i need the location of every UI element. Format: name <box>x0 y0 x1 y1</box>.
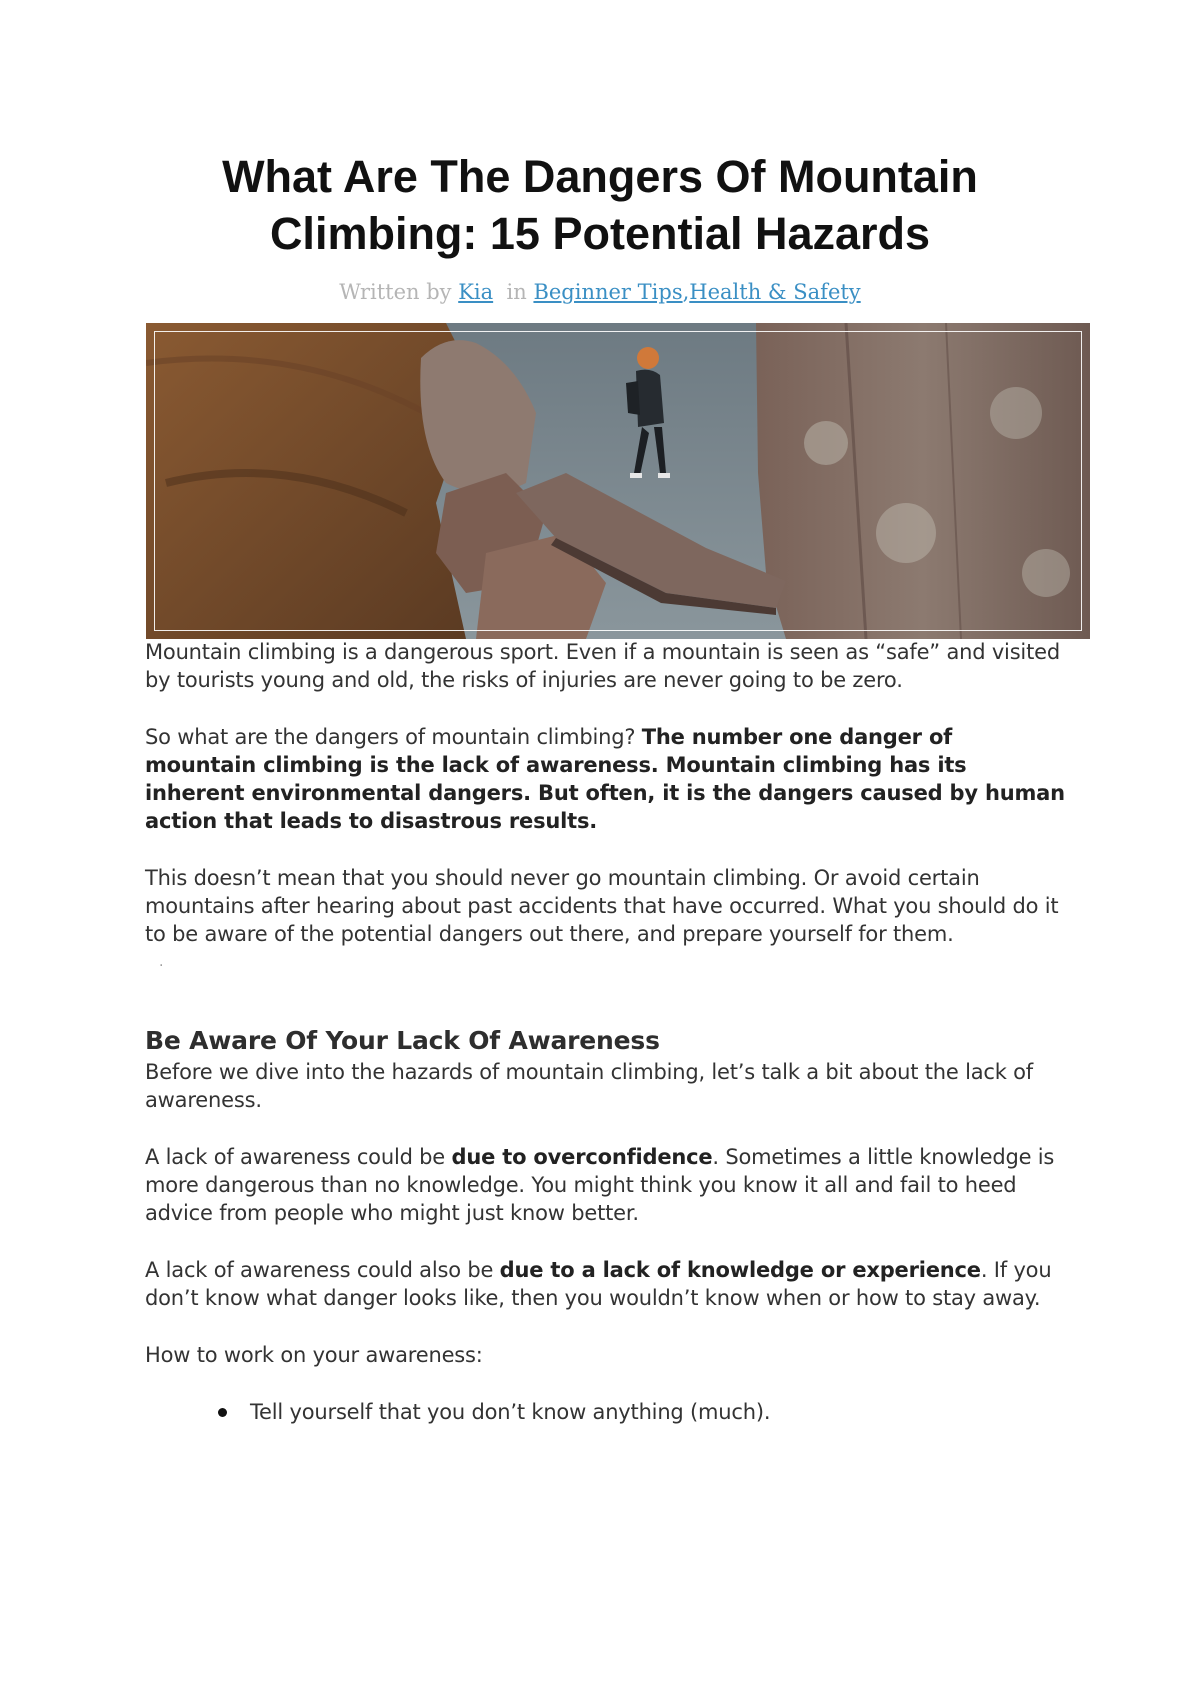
category-separator: , <box>682 280 690 304</box>
category-link-beginner-tips[interactable]: Beginner Tips <box>533 280 683 304</box>
list-item <box>250 1398 1065 1426</box>
section-1-paragraph-1: Before we dive into the hazards of mountain climbing, let’s talk a bit about the lack of awareness. <box>145 1060 1034 1112</box>
article-byline <box>145 278 1055 306</box>
section-1-p2-bold: due to overconfidence <box>451 1145 713 1169</box>
article-title: What Are The Dangers Of Mountain Climbing: 15 Potential Hazards <box>222 151 978 259</box>
intro-paragraph-3: This doesn’t mean that you should never go mountain climbing. Or avoid certain mountains after hearing about past accidents that have occurred. What you should do it to be aware of the potential dangers out there, and prepare yourself for them. <box>145 866 1059 946</box>
section-1-paragraph-2 <box>145 1143 1065 1227</box>
hero-image <box>146 323 1090 639</box>
section-1-p3-tail: . If you don’t know what danger looks like, then you wouldn’t know when or how to stay away. <box>145 1258 1052 1310</box>
section-1-p3-lead: A lack of awareness could also be <box>145 1258 500 1282</box>
intro-p2-lead: So what are the dangers of mountain climbing? <box>145 725 642 749</box>
section-heading-awareness: Be Aware Of Your Lack Of Awareness <box>145 1026 660 1055</box>
byline-in: in <box>506 280 527 304</box>
section-1-p3-bold: due to a lack of knowledge or experience <box>499 1258 981 1282</box>
list-item-text: Tell yourself that you don’t know anything (much). <box>250 1400 771 1424</box>
section-1-paragraph-4: How to work on your awareness: <box>145 1343 483 1367</box>
section-1-p2-tail: . Sometimes a little knowledge is more dangerous than no knowledge. You might think you know it all and fail to heed advice from people who might just know better. <box>145 1145 1055 1225</box>
intro-p2-bold: The number one danger of mountain climbing is the lack of awareness. Mountain climbing has its inherent environmental dangers. But often, it is the dangers caused by human action that leads to disastrous results. <box>145 725 1065 833</box>
section-spacer <box>145 976 1065 1024</box>
intro-paragraph-1: Mountain climbing is a dangerous sport. Even if a mountain is seen as “safe” and visited by tourists young and old, the risks of injuries are never going to be zero. <box>145 640 1060 692</box>
intro-paragraph-2 <box>145 723 1065 835</box>
section-1-paragraph-3 <box>145 1256 1065 1312</box>
article-body <box>145 638 1065 1426</box>
bullet-icon <box>218 1408 227 1417</box>
hero-image-illustration <box>146 323 1090 639</box>
byline-written-by: Written by <box>339 280 452 304</box>
awareness-tips-list <box>145 1398 1065 1426</box>
category-link-health-safety[interactable]: Health & Safety <box>689 280 861 304</box>
section-1-p2-lead: A lack of awareness could be <box>145 1145 452 1169</box>
stray-dot: . <box>159 954 164 970</box>
author-link[interactable]: Kia <box>458 280 494 304</box>
